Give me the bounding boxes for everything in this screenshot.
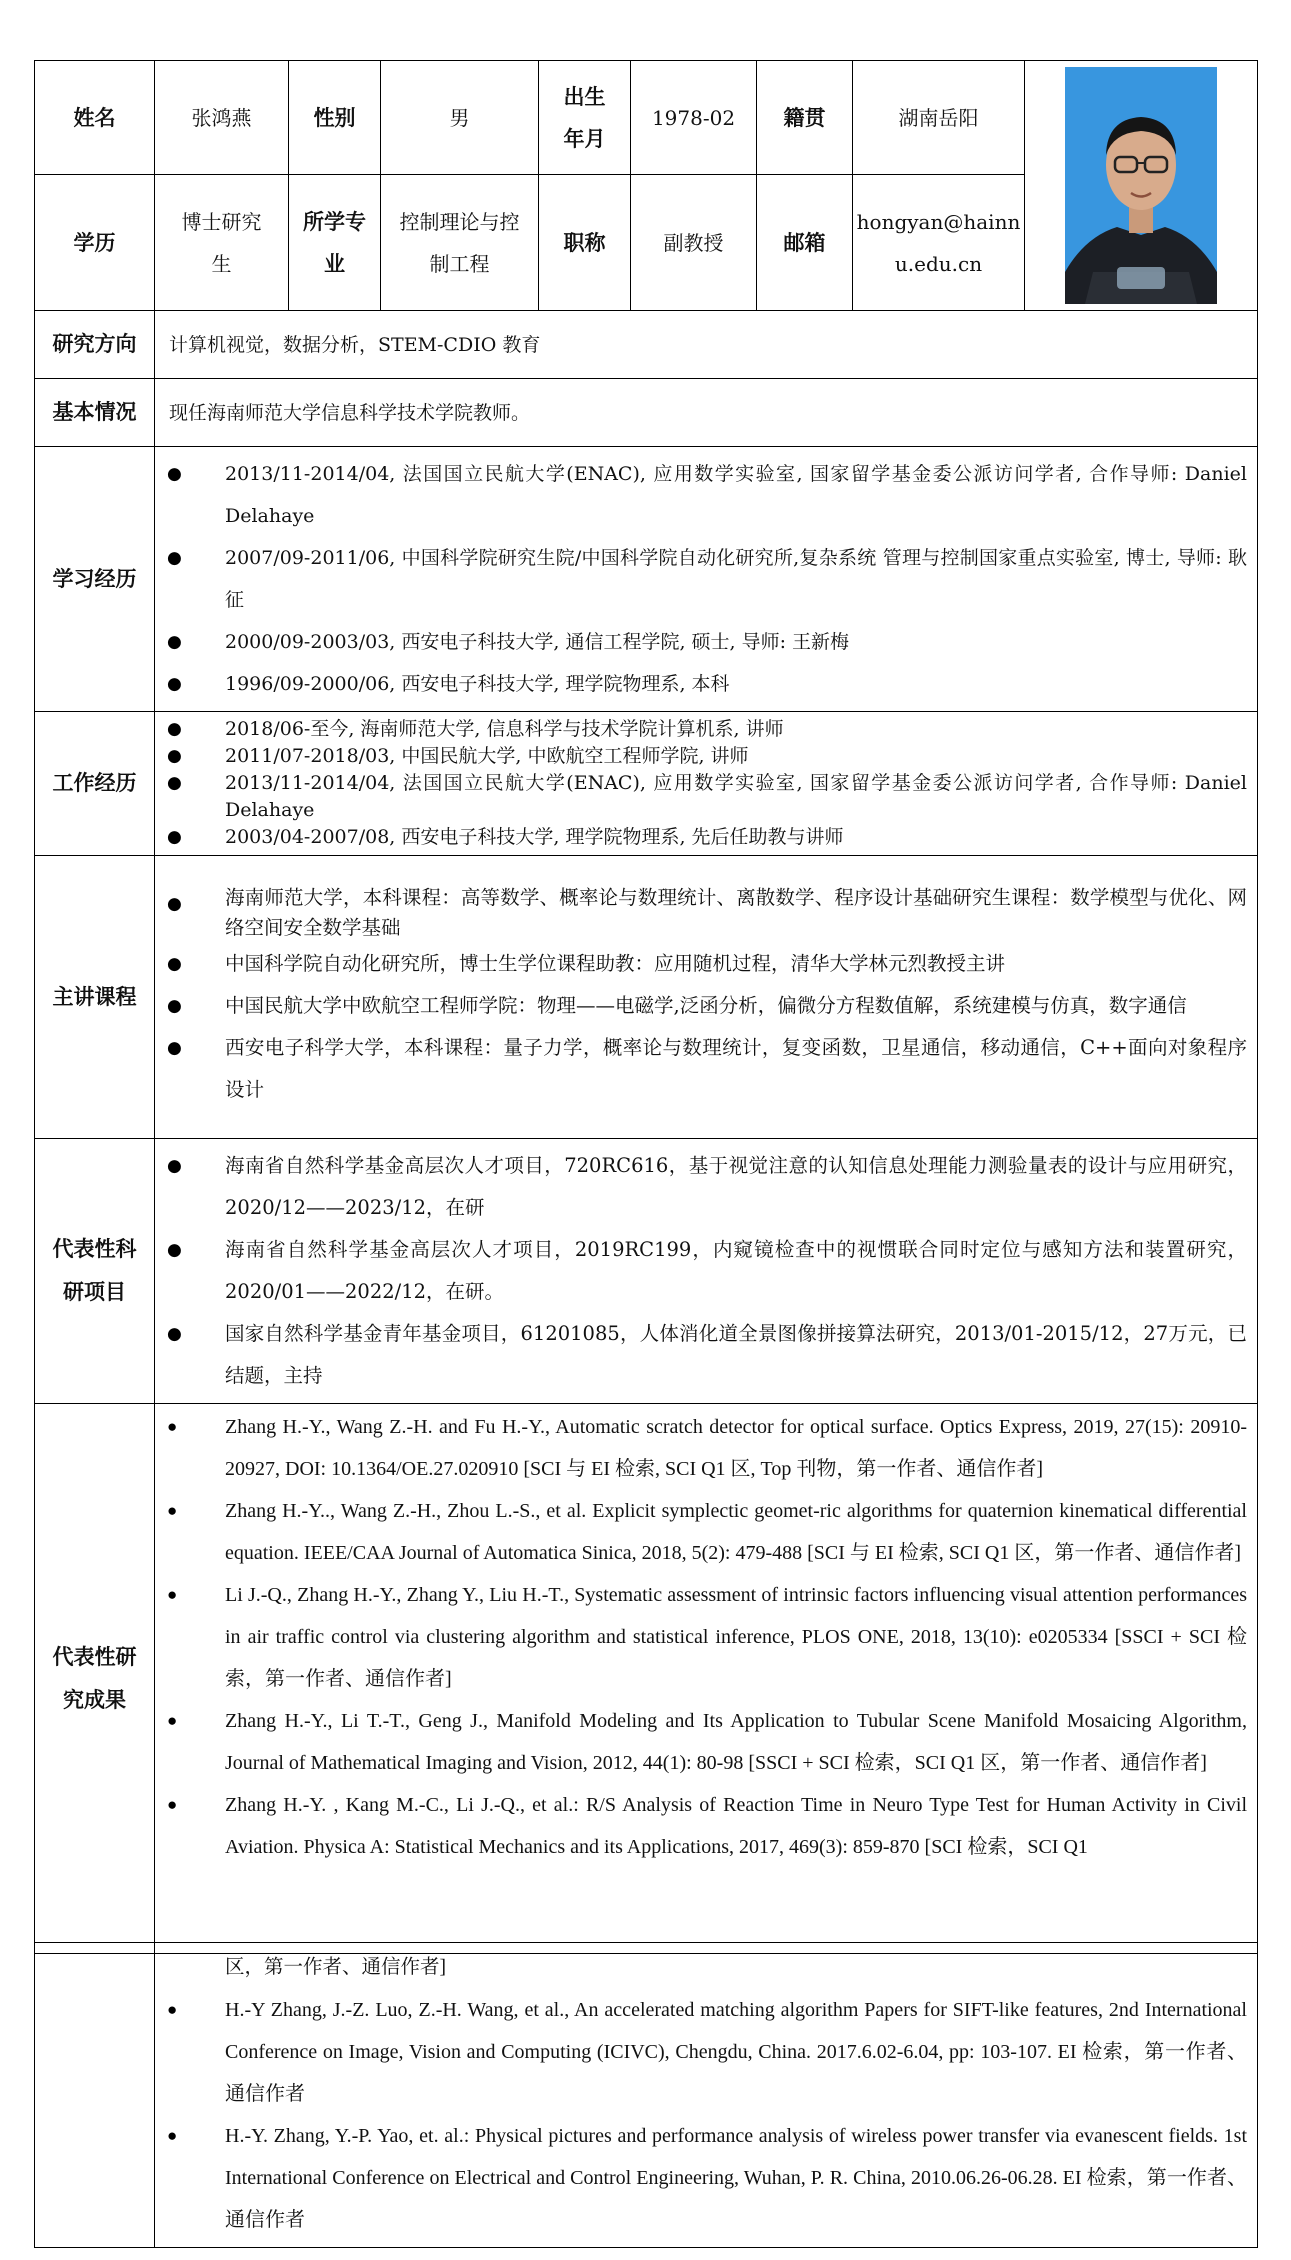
native-label: 籍贯 [757,61,853,175]
continued-label-cell [35,1943,155,2248]
list-item: ● 中国民航大学中欧航空工程师学院：物理——电磁学,泛函分析，偏微分方程数值解，系统建模与仿真，数字通信 [167,985,1247,1027]
list-item: ● 西安电子科学大学，本科课程：量子力学，概率论与数理统计，复变函数，卫星通信，移动通信，C++面向对象程序设计 [167,1027,1247,1111]
email-value-line1: hongyan@hainn [856,209,1021,234]
projects-list [155,1139,1257,1403]
list-item: ● H.-Y. Zhang, Y.-P. Yao, et. al.: Physical pictures and performance analysis of wireless power transfer via evanescent fields. 1st International Conference on Electrical and Control Engineering, Wuhan, P. R. China, 2010.06.26-06.28. EI 检索，第一作者、通信作者 [167,2115,1247,2241]
gender-value: 男 [381,61,539,175]
results-list-cell [155,1404,1258,1954]
list-item: ● 中国科学院自动化研究所，博士生学位课程助教：应用随机过程，清华大学林元烈教授主讲 [167,943,1247,985]
basic-label: 基本情况 [35,379,155,447]
courses-label: 主讲课程 [35,856,155,1139]
major-label-line1: 所学专 [303,209,366,234]
results-label-line1: 代表性研 [52,1644,137,1669]
edu-value [155,175,289,311]
work-list [155,714,1257,853]
email-label: 邮箱 [757,175,853,311]
projects-label-line1: 代表性科 [52,1237,137,1261]
title-value: 副教授 [631,175,757,311]
work-list-cell [155,712,1258,856]
major-value-line2: 制工程 [429,251,490,276]
projects-label [35,1139,155,1404]
projects-list-cell [155,1139,1258,1404]
projects-label-line2: 研项目 [63,1280,126,1304]
list-item: ● Zhang H.-Y.., Wang Z.-H., Zhou L.-S., et al. Explicit symplectic geomet-ric algorithms for quaternion kinematical differential equation. IEEE/CAA Journal of Automatica Sinica, 2018, 5(2): 479-488 [SCI 与 EI 检索, SCI Q1 区，第一作者、通信作者] [167,1490,1247,1574]
list-item: ● 2003/04-2007/08, 西安电子科技大学, 理学院物理系, 先后任助教与讲师 [167,824,1247,851]
continued-list-cell [155,1943,1258,2248]
list-item: ● Zhang H.-Y., Li T.-T., Geng J., Manifold Modeling and Its Application to Tubular Scene Manifold Mosaicing Algorithm, Journal of Mathematical Imaging and Vision, 2012, 44(1): 80-98 [SSCI + SCI 检索，SCI Q1 区，第一作者、通信作者] [167,1700,1247,1784]
list-item: ● 2011/07-2018/03, 中国民航大学, 中欧航空工程师学院, 讲师 [167,743,1247,770]
continued-text: 区，第一作者、通信作者] [225,1957,446,1978]
email-value-line2: u.edu.cn [894,251,983,276]
results-list [155,1404,1257,1874]
list-item: ● 2000/09-2003/03, 西安电子科技大学, 通信工程学院, 硕士, 导师: 王新梅 [167,621,1247,663]
resume-table-continued [34,1942,1258,2248]
research-label: 研究方向 [35,311,155,379]
birth-value: 1978-02 [631,61,757,175]
list-item: ● 2018/06-至今, 海南师范大学, 信息科学与技术学院计算机系, 讲师 [167,716,1247,743]
list-item: ● Li J.-Q., Zhang H.-Y., Zhang Y., Liu H.-T., Systematic assessment of intrinsic factors influencing visual attention performances in air traffic control via clustering algorithm and statistical inference, PLOS ONE, 2018, 13(10): e0205334 [SSCI + SCI 检索，第一作者、通信作者] [167,1574,1247,1700]
list-item: ● 2007/09-2011/06, 中国科学院研究生院/中国科学院自动化研究所,复杂系统 管理与控制国家重点实验室, 博士, 导师: 耿征 [167,537,1247,621]
native-value: 湖南岳阳 [853,61,1025,175]
courses-list [155,879,1257,1115]
birth-label [539,61,631,175]
birth-label-line2: 年月 [563,126,606,151]
list-item: ● 1996/09-2000/06, 西安电子科技大学, 理学院物理系, 本科 [167,663,1247,705]
results-list-continued [155,1989,1257,2247]
courses-list-cell [155,856,1258,1139]
name-value: 张鸿燕 [155,61,289,175]
list-item: ● Zhang H.-Y., Wang Z.-H. and Fu H.-Y., Automatic scratch detector for optical surface. Optics Express, 2019, 27(15): 20910-20927, DOI: 10.1364/OE.27.020910 [SCI 与 EI 检索, SCI Q1 区, Top 刊物，第一作者、通信作者] [167,1406,1247,1490]
major-value [381,175,539,311]
results-label [35,1404,155,1954]
major-label [289,175,381,311]
portrait-photo [1065,67,1217,304]
email-value [853,175,1025,311]
gender-label: 性别 [289,61,381,175]
list-item: ● Zhang H.-Y. , Kang M.-C., Li J.-Q., et al.: R/S Analysis of Reaction Time in Neuro Type Test for Human Activity in Civil Aviation. Physica A: Statistical Mechanics and its Applications, 2017, 469(3): 859-870 [SCI 检索，SCI Q1 [167,1784,1247,1868]
research-text: 计算机视觉，数据分析，STEM-CDIO 教育 [155,311,1258,379]
list-item: ● H.-Y Zhang, J.-Z. Luo, Z.-H. Wang, et al., An accelerated matching algorithm Papers for SIFT-like features, 2nd International Conference on Image, Vision and Computing (ICIVC), Chengdu, China. 2017.6.02-6.04, pp: 103-107. EI 检索，第一作者、通信作者 [167,1989,1247,2115]
list-item: ● 海南师范大学，本科课程：高等数学、概率论与数理统计、离散数学、程序设计基础研究生课程：数学模型与优化、网络空间安全数学基础 [167,883,1247,943]
results-label-line2: 究成果 [63,1687,126,1712]
name-label: 姓名 [35,61,155,175]
major-label-line2: 业 [324,251,345,276]
resume-table [34,60,1258,1954]
major-value-line1: 控制理论与控 [399,209,520,234]
study-label: 学习经历 [35,447,155,712]
birth-label-line1: 出生 [563,84,606,109]
photo-cell [1025,61,1258,311]
edu-value-line1: 博士研究 [181,209,262,234]
list-item: ● 海南省自然科学基金高层次人才项目，2019RC199，内窥镜检查中的视惯联合同时定位与感知方法和装置研究，2020/01——2022/12，在研。 [167,1229,1247,1313]
edu-label: 学历 [35,175,155,311]
edu-value-line2: 生 [211,251,232,276]
list-item: ● 2013/11-2014/04, 法国国立民航大学(ENAC), 应用数学实验室, 国家留学基金委公派访问学者, 合作导师: Daniel Delahaye [167,770,1247,824]
list-item: ● 海南省自然科学基金高层次人才项目，720RC616，基于视觉注意的认知信息处理能力测验量表的设计与应用研究，2020/12——2023/12，在研 [167,1145,1247,1229]
study-list [155,447,1257,711]
basic-text: 现任海南师范大学信息科学技术学院教师。 [155,379,1258,447]
title-label: 职称 [539,175,631,311]
list-item: ● 国家自然科学基金青年基金项目，61201085，人体消化道全景图像拼接算法研究，2013/01-2015/12，27万元，已结题，主持 [167,1313,1247,1397]
work-label: 工作经历 [35,712,155,856]
list-item: ● 2013/11-2014/04, 法国国立民航大学(ENAC), 应用数学实验室, 国家留学基金委公派访问学者, 合作导师: Daniel Delahaye [167,453,1247,537]
study-list-cell [155,447,1258,712]
